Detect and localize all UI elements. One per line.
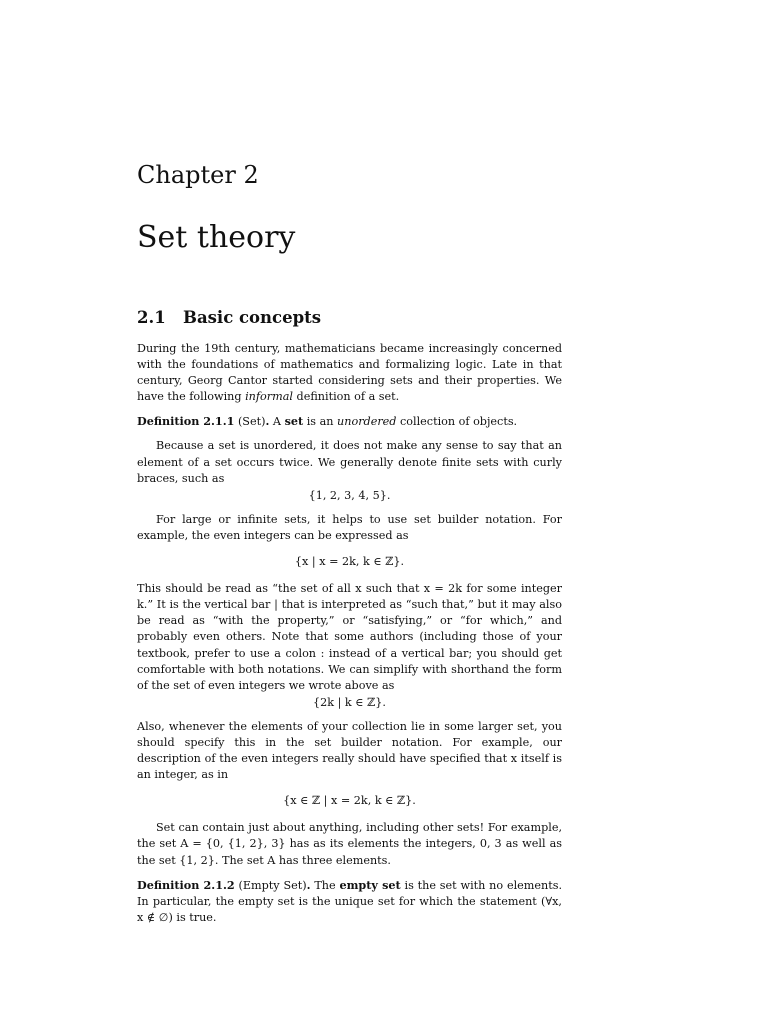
display-equation-short: {2k | k ∈ ℤ}. [313,695,386,709]
intro-emphasis: informal [245,390,293,404]
section-number: 2.1 [137,308,166,327]
definition-set [137,413,562,430]
section-title: Basic concepts [183,308,322,327]
definition-empty-set [137,877,562,926]
definition-emphasis: unordered [337,415,397,429]
definition-dot: . [306,877,311,892]
definition-text-a: The [310,878,340,892]
read-paragraph: This should be read as “the set of all x such that x = 2k for some integer k.” It is the vertical bar | that is interpreted as “such that,” but it may also be read as “with the property,” or “satisfying,” or “for which,” and probably even others. Note that some authors (including those of your textbook, prefer to use a colon : instead of a vertical bar; you should get comfortable with both notations. We can simplify with shorthand the form of the set of even integers we wrote above as [137,582,562,692]
contain-paragraph: Set can contain just about anything, including other sets! For example, the set A = {0, {1, 2}, 3} has as its elements the integers, 0, 3 as well as the set {1, 2}. The set A has three elements. [137,821,562,867]
definition-name: (Empty Set) [234,878,307,892]
chapter-label: Chapter 2 [137,161,259,189]
unordered-paragraph: Because a set is unordered, it does not make any sense to say that an element of a set occurs twice. We generally denote finite sets with curly braces, such as [137,439,562,485]
definition-label: Definition 2.1.2 [137,877,235,892]
intro-paragraph [137,341,562,405]
definition-dot: . [265,414,270,429]
display-equation-even: {x | x = 2k, k ∈ ℤ}. [294,555,405,569]
definition-name: (Set) [234,415,266,429]
display-equation-full: {x ∈ ℤ | x = 2k, k ∈ ℤ}. [283,794,416,808]
section-heading [137,307,321,329]
body-text [137,341,562,926]
also-paragraph: Also, whenever the elements of your collection lie in some larger set, you should specify this in the set builder notation. For example, our description of the even integers really should have specified that x itself is an integer, as in [137,719,562,782]
chapter-title: Set theory [137,220,296,255]
definition-label: Definition 2.1.1 [137,414,235,429]
definition-text-c: collection of objects. [396,415,518,429]
display-equation-finite: {1, 2, 3, 4, 5}. [308,488,391,502]
builder-paragraph: For large or infinite sets, it helps to use set builder notation. For example, the even integers can be expressed as [137,512,562,542]
definition-text-b: is an [303,415,338,429]
intro-text-a: During the 19th century, mathematicians became increasingly concerned with the foundations of mathematics and formalizing logic. Late in that century, Georg Cantor started considering sets and their properties. We have the following [137,342,562,404]
definition-term: empty set [339,877,401,892]
definition-term: set [284,414,304,429]
intro-text-b: definition of a set. [292,390,400,404]
definition-text-a: A [269,415,285,429]
definition-text-b: is the set with no elements. In particular, the empty set is the unique set for which the statement (∀x, x ∉ ∅) is true. [137,878,562,924]
